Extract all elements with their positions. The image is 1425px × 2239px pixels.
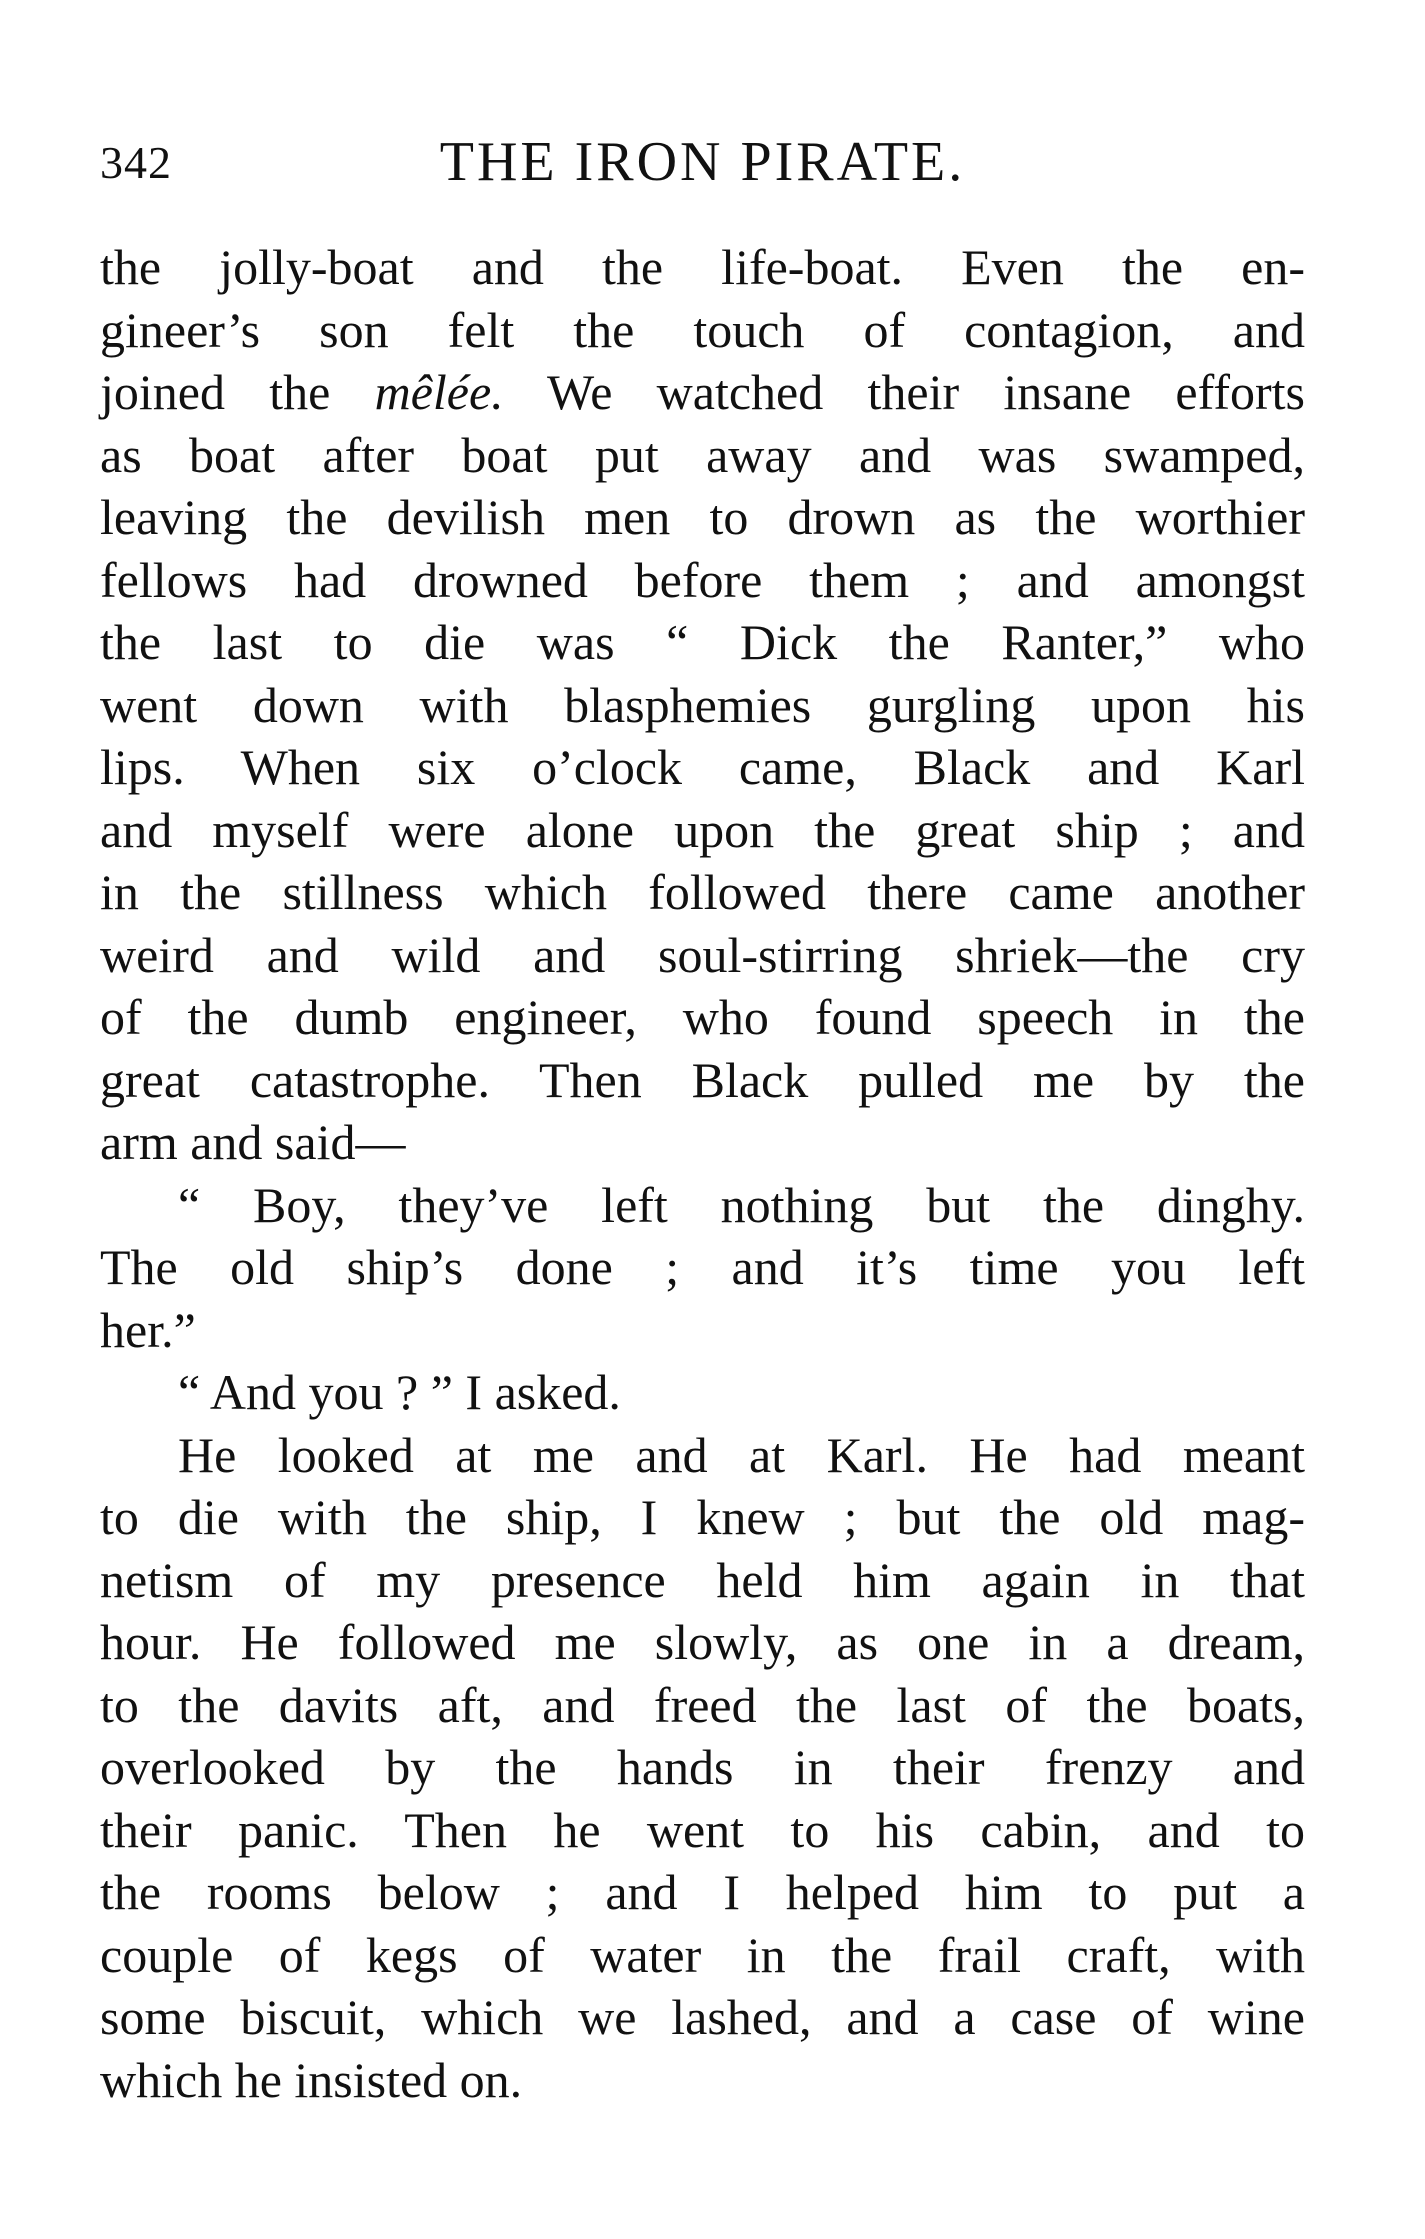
text-line: gineer’s son felt the touch of contagion, and: [100, 301, 1305, 358]
text-fragment: We watched their insane efforts: [547, 364, 1305, 420]
text-line: her.”: [100, 1301, 196, 1358]
text-line: great catastrophe. Then Black pulled me by the: [100, 1051, 1305, 1108]
page-number: 342: [100, 137, 172, 188]
text-line: netism of my presence held him again in that: [100, 1551, 1305, 1608]
text-line: to die with the ship, I knew ; but the old mag-: [100, 1489, 1305, 1545]
text-fragment: joined the: [100, 364, 331, 420]
text-line: overlooked by the hands in their frenzy and: [100, 1739, 1305, 1795]
text-line: went down with blasphemies gurgling upon his: [100, 676, 1305, 733]
text-line: their panic. Then he went to his cabin, and to: [100, 1801, 1305, 1858]
text-line: which he insisted on.: [100, 2051, 523, 2108]
text-line: fellows had drowned before them ; and amongst: [100, 551, 1305, 608]
running-title: THE IRON PIRATE.: [439, 131, 966, 193]
text-line: the last to die was “ Dick the Ranter,” who: [100, 614, 1305, 670]
text-line: the rooms below ; and I helped him to put a: [100, 1864, 1305, 1920]
text-line: weird and wild and soul-stirring shriek—the cry: [100, 926, 1305, 983]
text-line: in the stillness which followed there came another: [100, 864, 1305, 920]
text-line: hour. He followed me slowly, as one in a dream,: [100, 1614, 1305, 1670]
text-line: lips. When six o’clock came, Black and Karl: [100, 739, 1305, 795]
text-line: and myself were alone upon the great ship ; and: [100, 801, 1305, 858]
text-line: “ And you ? ” I asked.: [178, 1364, 621, 1420]
italic-term: mêlée.: [374, 364, 504, 420]
text-line: to the davits aft, and freed the last of the boats,: [100, 1676, 1305, 1733]
text-line: of the dumb engineer, who found speech in the: [100, 989, 1305, 1045]
text-line: The old ship’s done ; and it’s time you left: [100, 1239, 1305, 1295]
text-line: some biscuit, which we lashed, and a case of wine: [100, 1989, 1305, 2045]
text-line: couple of kegs of water in the frail craft, with: [100, 1926, 1305, 1983]
text-line: “ Boy, they’ve left nothing but the dinghy.: [178, 1176, 1305, 1233]
text-line: the jolly-boat and the life-boat. Even the en-: [100, 239, 1305, 295]
text-line: He looked at me and at Karl. He had meant: [178, 1426, 1305, 1483]
text-line: leaving the devilish men to drown as the worthier: [100, 489, 1305, 545]
body-text: [100, 236, 1305, 2111]
text-line: as boat after boat put away and was swamped,: [100, 426, 1305, 483]
text-line: [100, 361, 1305, 424]
page-header: [100, 130, 1305, 200]
text-line: arm and said—: [100, 1114, 406, 1170]
